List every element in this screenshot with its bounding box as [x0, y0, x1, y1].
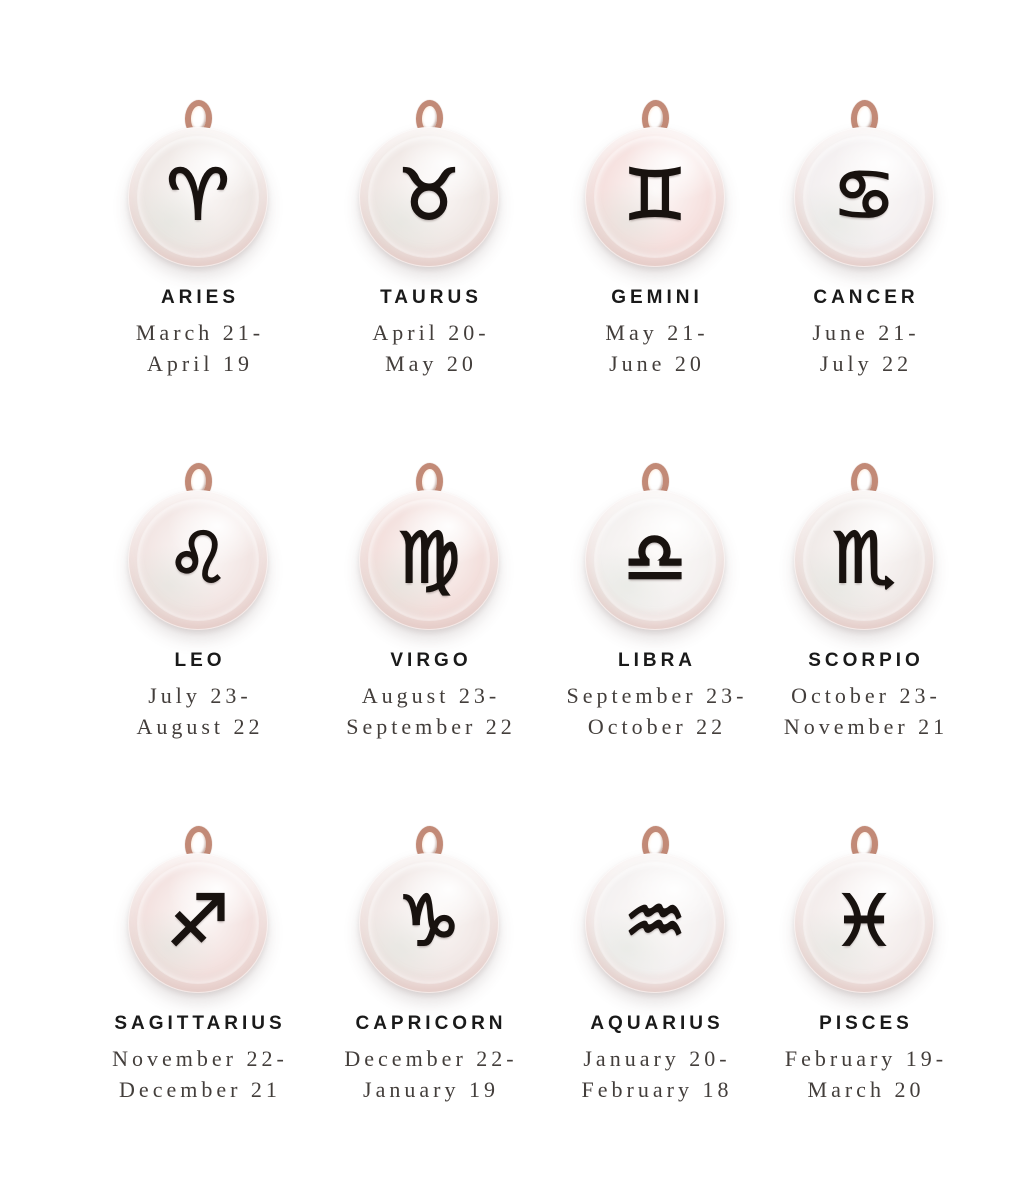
charm-date-start: April 20-	[372, 320, 490, 345]
charm-disc	[585, 853, 725, 993]
charm-name: GEMINI	[611, 287, 703, 308]
charm-name: LIBRA	[617, 650, 697, 671]
charm-date-end: February 18	[581, 1077, 733, 1102]
charm-disc	[585, 127, 725, 267]
charm-card-aries	[82, 100, 314, 379]
charm-card-scorpio	[766, 463, 962, 742]
pisces-symbol-icon: ♓	[832, 880, 896, 962]
charm-date-start: October 23-	[791, 683, 941, 708]
charm-name: CANCER	[813, 287, 919, 308]
charm-date-start: August 23-	[361, 683, 501, 708]
charm-date-start: September 23-	[566, 683, 748, 708]
taurus-symbol-icon: ♉	[397, 154, 461, 236]
charm-date-end: September 22	[346, 714, 516, 739]
libra-symbol-icon: ♎	[623, 517, 687, 599]
charm-disc	[128, 490, 268, 630]
charm-disc	[128, 853, 268, 993]
charm-date-start: January 20-	[583, 1046, 731, 1071]
gemini-symbol-icon: ♊	[623, 154, 687, 236]
leo-symbol-icon: ♌	[166, 517, 230, 599]
charm-card-aquarius	[544, 826, 766, 1105]
charm-date-end: July 22	[819, 351, 913, 376]
charm-date-start: March 21-	[135, 320, 265, 345]
charm-disc	[585, 490, 725, 630]
charm-card-gemini	[544, 100, 766, 379]
charm-card-libra	[544, 463, 766, 742]
capricorn-symbol-icon: ♑	[397, 880, 461, 962]
virgo-symbol-icon: ♍	[397, 517, 461, 599]
charm-date-end: December 21	[119, 1077, 281, 1102]
charm-card-sagittarius	[82, 826, 314, 1105]
charm-date-end: June 20	[609, 351, 705, 376]
charm-name: AQUARIUS	[590, 1013, 724, 1034]
charm-date-end: October 22	[587, 714, 727, 739]
charm-disc	[359, 853, 499, 993]
aquarius-symbol-icon: ♒	[623, 880, 687, 962]
charm-card-taurus	[314, 100, 544, 379]
charm-date-end: January 19	[363, 1077, 499, 1102]
charm-name: ARIES	[160, 287, 240, 308]
charm-date-start: November 22-	[112, 1046, 288, 1071]
charm-disc	[128, 127, 268, 267]
scorpio-symbol-icon: ♏	[832, 517, 896, 599]
charm-name: CAPRICORN	[355, 1013, 507, 1034]
charm-date-end: March 20	[807, 1077, 925, 1102]
charm-name: VIRGO	[390, 650, 472, 671]
charm-card-cancer	[766, 100, 962, 379]
charm-disc	[359, 127, 499, 267]
charm-date-start: July 23-	[148, 683, 252, 708]
charm-disc	[794, 490, 934, 630]
charm-date-start: May 21-	[605, 320, 709, 345]
charm-disc	[794, 853, 934, 993]
charm-card-virgo	[314, 463, 544, 742]
sagittarius-symbol-icon: ♐	[166, 880, 230, 962]
charm-disc	[794, 127, 934, 267]
charm-card-leo	[82, 463, 314, 742]
charm-date-end: August 22	[136, 714, 264, 739]
charm-date-end: May 20	[385, 351, 477, 376]
charm-date-end: April 19	[147, 351, 253, 376]
charm-name: LEO	[174, 650, 226, 671]
charm-date-end: November 21	[783, 714, 949, 739]
aries-symbol-icon: ♈	[166, 154, 230, 236]
charm-name: PISCES	[819, 1013, 913, 1034]
charm-date-start: December 22-	[344, 1046, 518, 1071]
charm-name: SCORPIO	[808, 650, 924, 671]
charm-date-start: February 19-	[784, 1046, 948, 1071]
charm-card-capricorn	[314, 826, 544, 1105]
charm-name: SAGITTARIUS	[114, 1013, 286, 1034]
charm-card-pisces	[766, 826, 962, 1105]
charm-disc	[359, 490, 499, 630]
charm-name: TAURUS	[380, 287, 482, 308]
charm-date-start: June 21-	[812, 320, 920, 345]
cancer-symbol-icon: ♋	[832, 154, 896, 236]
